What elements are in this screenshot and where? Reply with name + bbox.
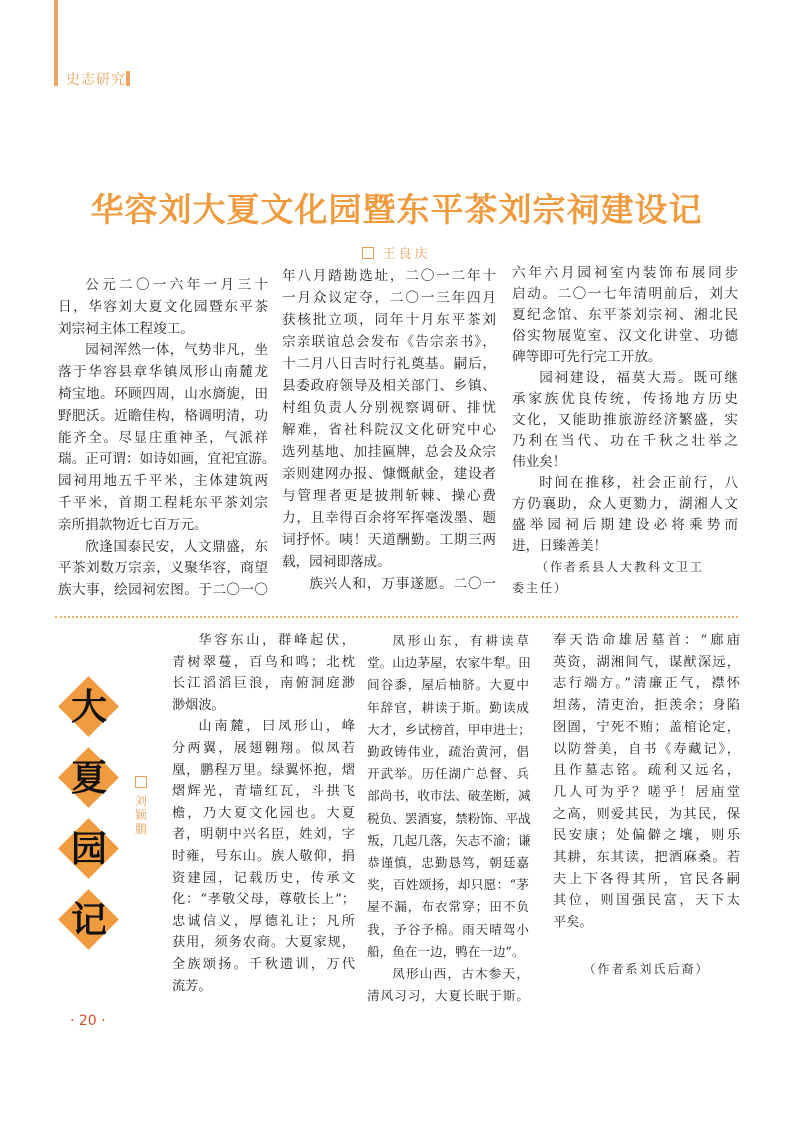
- text-line: 年八月踏勘选址，二〇一二年十: [282, 268, 496, 284]
- text-line: 年辞官，耕读于斯。勤读成: [367, 699, 529, 715]
- article1-column-3: [512, 263, 738, 599]
- text-line: 千平米，首期工程耗东平茶刘宗: [58, 494, 268, 511]
- text-line: 词抒怀。咦！天道酬勤。工期三两: [282, 532, 496, 548]
- text-line: 者，明朝中兴名臣，姓刘，字: [172, 827, 355, 843]
- section-bar: [54, 0, 58, 86]
- text-line: 亲所捐款物近七百万元。: [58, 516, 208, 533]
- text-line: 间谷黍，屋后柚脐。大夏中: [367, 677, 529, 693]
- article2-title-char: 园: [70, 828, 107, 870]
- text-line: 熠辉光，青墙红瓦，斗拱飞: [172, 784, 355, 800]
- text-line: 启动。二〇一七年清明前后，刘大: [512, 286, 738, 302]
- text-line: 瑞。正可谓：如诗如画，宜祀宜游。: [58, 451, 276, 468]
- text-line: 落于华容县章华镇凤形山南麓龙: [58, 364, 268, 381]
- text-line: 英资，湖湘间气，谋猷深远，: [553, 654, 740, 670]
- text-line: 屋不漏，布衣常穿；田不负: [367, 899, 529, 915]
- box-icon: [135, 776, 147, 788]
- article1-column-1: [58, 275, 276, 602]
- text-line: 凤形山西，古木参天，: [392, 966, 529, 982]
- text-line: 堂。山边茅屋，农家牛犁。田: [367, 655, 531, 671]
- text-line: 大才，乡试榜首，甲申进士；: [367, 721, 531, 737]
- text-line: 伟业矣！: [512, 454, 567, 470]
- text-line: 野肥沃。近瞻佳构，格调明清，功: [58, 407, 268, 424]
- text-line: 檐，乃大夏文化园也。大夏: [172, 805, 355, 821]
- article-title: 华容刘大夏文化园暨东平茶刘宗祠建设记: [90, 190, 703, 229]
- text-line: 全族颂扬。千秋遗训，万代: [172, 956, 355, 972]
- text-line: 获用，须务农商。大夏家规，: [172, 935, 355, 951]
- text-line: 园祠浑然一体，气势非凡，坐: [85, 342, 268, 359]
- text-line: 我，予谷予棉。雨天晴驾小: [367, 921, 529, 937]
- text-line: 县委政府领导及相关部门、乡镇、: [282, 378, 496, 394]
- article2-column-3: [553, 630, 740, 934]
- text-line: 夫上下各得其所，官民各嗣: [553, 871, 740, 887]
- text-line: 时雍，号东山。族人敬仰，捐: [172, 848, 355, 864]
- text-line: 村组负责人分别视察调研、排忧: [282, 400, 496, 416]
- text-line: 载，园祠即落成。: [282, 554, 391, 570]
- text-line: 开武举。历任湖广总督、兵: [367, 766, 529, 782]
- text-line: 山南麓，曰凤形山，峰: [198, 719, 355, 735]
- text-line: 获核批立项，同年十月东平茶刘: [282, 312, 496, 328]
- text-line: 其位，则国强民富，天下太: [553, 893, 740, 909]
- text-line: 恭谨慎，忠勤恳笃，朝廷嘉: [367, 855, 529, 871]
- text-line: 委主任）: [512, 581, 569, 595]
- text-line: 志行端方。”清廉正气，襟怀: [553, 676, 740, 692]
- text-line: 忠诚信义，厚德礼让；凡所: [172, 913, 355, 929]
- text-line: 平茶刘数万宗亲，义聚华容，商望: [58, 560, 268, 577]
- text-line: 刘宗祠主体工程竣工。: [58, 320, 194, 337]
- text-line: 宗亲联谊总会发布《告宗亲书》，: [282, 334, 496, 350]
- text-line: 园祠用地五千平米，主体建筑两: [58, 473, 268, 490]
- text-line: 平矣。: [553, 915, 593, 931]
- text-line: 文化，又能助推旅游经济繁盛，实: [512, 412, 738, 428]
- text-line: 乃利在当代、功在千秋之壮举之: [512, 433, 738, 449]
- text-line: 民安康；处偏僻之壤，则乐: [553, 828, 740, 844]
- text-line: 税负、罢酒宴，禁粉饰、平战: [367, 810, 531, 826]
- text-line: 青树翠蔓，百鸟和鸣；北枕: [172, 654, 355, 670]
- text-line: 叛，几起几落，矢志不渝；谦: [367, 832, 531, 848]
- text-line: 解难，省社科院汉文化研究中心: [282, 422, 496, 438]
- text-line: 族兴人和，万事遂愿。二〇一: [309, 576, 496, 592]
- section-divider: [55, 616, 738, 618]
- text-line: 时间在推移，社会正前行，八: [539, 475, 738, 491]
- text-line: 一月众议定夺，二〇一三年四月: [282, 290, 496, 306]
- article2-column-1: [172, 630, 355, 997]
- text-line: 化：“孝敬父母，尊敬长上”；: [172, 892, 355, 908]
- article-byline: [0, 243, 793, 262]
- text-line: 六年六月园祠室内装饰布展同步: [512, 265, 738, 281]
- section-label: 史志研究: [66, 72, 126, 88]
- text-line: 清风习习，大夏长眠于斯。: [367, 988, 529, 1004]
- author-name: 王良庆: [382, 247, 431, 262]
- author-name: 刘颖鹏: [134, 794, 147, 836]
- text-line: 坦荡，清吏治，拒羡余；身陷: [553, 698, 740, 714]
- text-line: 勤政铸伟业，疏治黄河，倡: [367, 744, 529, 760]
- text-line: 承家族优良传统，传扬地方历史: [512, 391, 738, 407]
- text-line: 华容东山，群峰起伏，: [198, 633, 355, 648]
- text-line: 分两翼，展翅翱翔。似凤若: [172, 740, 355, 756]
- text-line: 方仍襄助，众人更勠力，湖湘人文: [512, 496, 738, 512]
- text-line: 选列基地、加挂匾牌，总会及众宗: [282, 444, 496, 460]
- article2-author-note: （作者系刘氏后裔）: [583, 962, 710, 976]
- text-line: 欣逢国泰民安，人文鼎盛，东: [85, 538, 268, 555]
- text-line: 力，且幸得百余将军挥毫泼墨、题: [282, 510, 496, 526]
- text-line: 园祠建设，福莫大焉。既可继: [539, 370, 738, 386]
- text-line: 以防誉美，自书《寿藏记》，: [553, 741, 740, 757]
- article2-byline: [133, 776, 149, 836]
- text-line: 囹圄，宁死不贿；盖棺论定，: [553, 719, 740, 735]
- page-number: · 20 ·: [70, 1013, 106, 1029]
- article2-title-char: 夏: [70, 757, 107, 799]
- text-line: 进，日臻善美！: [512, 538, 608, 554]
- article1-column-2: [282, 265, 496, 595]
- text-line: 船，鱼在一边，鸭在一边”。: [367, 943, 525, 959]
- text-line: 俗实物展览室、汉文化讲堂、功德: [512, 328, 738, 344]
- text-line: 资建园，记载历史，传承文: [172, 870, 355, 886]
- text-line: 椅宝地。环顾四周，山水旖旎，田: [58, 385, 268, 402]
- text-line: 长江滔滔巨浪，南俯洞庭渺: [172, 676, 355, 692]
- article2-title-char: 记: [70, 899, 107, 941]
- text-line: 其耕，东其读，把酒麻桑。若: [553, 850, 740, 866]
- text-line: 亲则建网办报、慷慨献金，建设者: [282, 466, 496, 482]
- text-line: 几人可为乎？嗟乎！居庙堂: [553, 784, 740, 800]
- text-line: 十二月八日吉时行礼奠基。嗣后，: [282, 356, 496, 372]
- text-line: 族大事，绘园祠宏图。于二〇一〇: [58, 582, 268, 599]
- text-line: 日，华容刘大夏文化园暨东平茶: [58, 298, 268, 315]
- text-line: 之高，则爱其民，为其民，保: [553, 806, 740, 822]
- text-line: 部尚书，收市法、破垄断，减: [367, 788, 531, 804]
- text-line: （作者系县人大教科文卫工: [536, 560, 705, 574]
- text-line: 夏纪念馆、东平茶刘宗祠、湘北民: [512, 307, 738, 323]
- text-line: 奖，百姓颂扬，却只愿：“茅: [367, 877, 529, 893]
- text-line: 奉天诰命雄居墓首：“廊庙: [553, 633, 740, 648]
- text-line: 且作墓志铭。疏利又远名，: [553, 763, 740, 779]
- section-bar-small: [126, 71, 130, 86]
- text-line: 凤形山东，有耕读草: [392, 633, 529, 648]
- text-line: 凰，鹏程万里。绿翼怀抱，熠: [172, 762, 355, 778]
- box-icon: [362, 247, 374, 259]
- text-line: 渺烟波。: [172, 697, 225, 713]
- text-line: 公元二〇一六年一月三十: [85, 277, 268, 293]
- text-line: 碑等即可先行完工开放。: [512, 349, 662, 365]
- article2-column-2: [367, 630, 529, 1007]
- text-line: 与管理者更是披荆斩棘、操心费: [282, 488, 496, 504]
- text-line: 流芳。: [172, 978, 212, 994]
- text-line: 盛举园祠后期建设必将乘势而: [512, 517, 738, 533]
- text-line: 能齐全。尽显庄重神圣，气派祥: [58, 429, 268, 446]
- article2-title-char: 大: [70, 686, 107, 728]
